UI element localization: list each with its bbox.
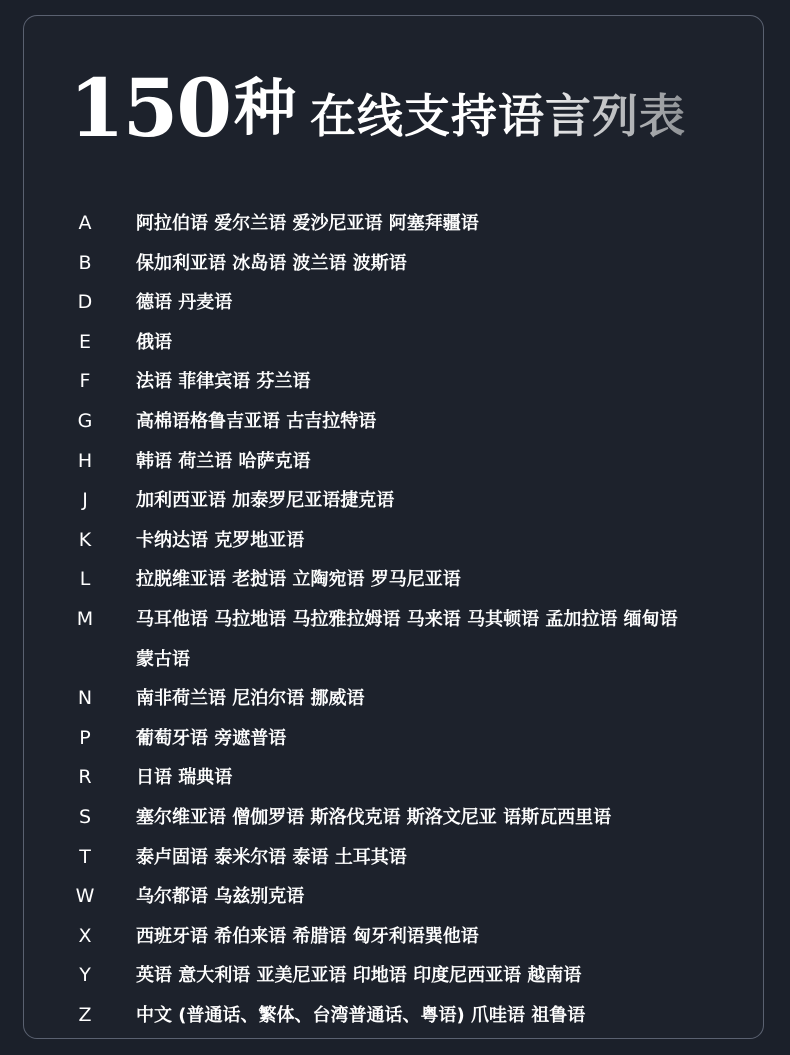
language-line: 加利西亚语 加泰罗尼亚语捷克语 — [136, 490, 395, 512]
language-names — [136, 283, 748, 323]
index-letter: G — [77, 409, 93, 432]
language-line: 葡萄牙语 旁遮普语 — [136, 727, 287, 749]
list-item — [58, 283, 748, 323]
index-letter: B — [78, 251, 92, 274]
index-letter: Z — [78, 1003, 92, 1026]
language-list — [58, 204, 748, 1035]
language-line: 拉脱维亚语 老挝语 立陶宛语 罗马尼亚语 — [136, 569, 461, 591]
language-line: 蒙古语 — [136, 648, 190, 670]
language-names — [136, 481, 748, 521]
language-line: 韩语 荷兰语 哈萨克语 — [136, 450, 311, 472]
index-letter: D — [77, 291, 93, 314]
index-letter: M — [76, 607, 94, 630]
list-item — [58, 600, 748, 679]
language-names — [136, 402, 748, 442]
language-line: 阿拉伯语 爱尔兰语 爱沙尼亚语 阿塞拜疆语 — [136, 213, 479, 234]
language-line: 马耳他语 马拉地语 马拉雅拉姆语 马来语 马其顿语 孟加拉语 缅甸语 — [136, 608, 678, 630]
list-item — [58, 481, 748, 521]
list-item — [58, 679, 748, 719]
language-names — [136, 600, 748, 679]
index-letter: J — [82, 489, 88, 512]
list-item — [58, 521, 748, 561]
list-item — [58, 996, 748, 1036]
language-line: 乌尔都语 乌兹别克语 — [136, 886, 305, 908]
list-item — [58, 362, 748, 402]
language-names — [136, 521, 748, 561]
page-title — [69, 61, 687, 155]
language-list-card — [23, 15, 764, 1039]
language-line: 德语 丹麦语 — [136, 292, 233, 314]
language-line: 英语 意大利语 亚美尼亚语 印地语 印度尼西亚语 越南语 — [136, 965, 582, 987]
index-letter: X — [78, 924, 92, 947]
list-item — [58, 560, 748, 600]
index-letter: L — [79, 568, 91, 591]
list-item — [58, 323, 748, 363]
language-line: 塞尔维亚语 僧伽罗语 斯洛伐克语 斯洛文尼亚 语斯瓦西里语 — [136, 806, 612, 828]
index-letter: P — [79, 726, 91, 749]
language-line: 日语 瑞典语 — [136, 767, 233, 789]
index-letter: A — [78, 212, 92, 234]
language-names — [136, 996, 748, 1036]
index-letter: S — [78, 805, 92, 828]
language-names — [136, 719, 748, 759]
language-names — [136, 323, 748, 363]
list-item — [58, 244, 748, 284]
language-names — [136, 758, 748, 798]
language-line: 俄语 — [136, 331, 172, 353]
language-names — [136, 362, 748, 402]
language-names — [136, 204, 748, 244]
language-line: 法语 菲律宾语 芬兰语 — [136, 371, 311, 393]
language-line: 南非荷兰语 尼泊尔语 挪威语 — [136, 688, 365, 710]
list-item — [58, 838, 748, 878]
title-number: 150 — [69, 61, 230, 155]
list-item — [58, 402, 748, 442]
title-subtitle: 在线支持语言列表 — [310, 86, 686, 146]
language-names — [136, 560, 748, 600]
index-letter: R — [78, 766, 92, 789]
index-letter: N — [77, 687, 93, 710]
index-letter: K — [78, 528, 92, 551]
language-names — [136, 956, 748, 996]
language-line: 中文 (普通话、繁体、台湾普通话、粤语) 爪哇语 祖鲁语 — [136, 1004, 586, 1026]
language-line: 保加利亚语 冰岛语 波兰语 波斯语 — [136, 252, 407, 274]
language-line: 高棉语格鲁吉亚语 古吉拉特语 — [136, 410, 377, 432]
index-letter: W — [75, 885, 95, 908]
language-line: 西班牙语 希伯来语 希腊语 匈牙利语巽他语 — [136, 925, 479, 947]
language-line: 泰卢固语 泰米尔语 泰语 土耳其语 — [136, 846, 407, 868]
language-names — [136, 442, 748, 482]
language-names — [136, 917, 748, 957]
list-item — [58, 442, 748, 482]
index-letter: E — [78, 330, 91, 353]
index-letter: F — [79, 370, 91, 393]
index-letter: H — [77, 449, 93, 472]
language-names — [136, 244, 748, 284]
list-item — [58, 758, 748, 798]
index-letter: T — [79, 845, 91, 868]
language-names — [136, 798, 748, 838]
language-names — [136, 838, 748, 878]
list-item — [58, 204, 748, 244]
language-line: 卡纳达语 克罗地亚语 — [136, 529, 305, 551]
language-names — [136, 877, 748, 917]
index-letter: Y — [79, 964, 91, 987]
title-kind-char: 种 — [234, 71, 297, 144]
list-item — [58, 877, 748, 917]
language-names — [136, 679, 748, 719]
list-item — [58, 956, 748, 996]
list-item — [58, 917, 748, 957]
list-item — [58, 719, 748, 759]
list-item — [58, 798, 748, 838]
